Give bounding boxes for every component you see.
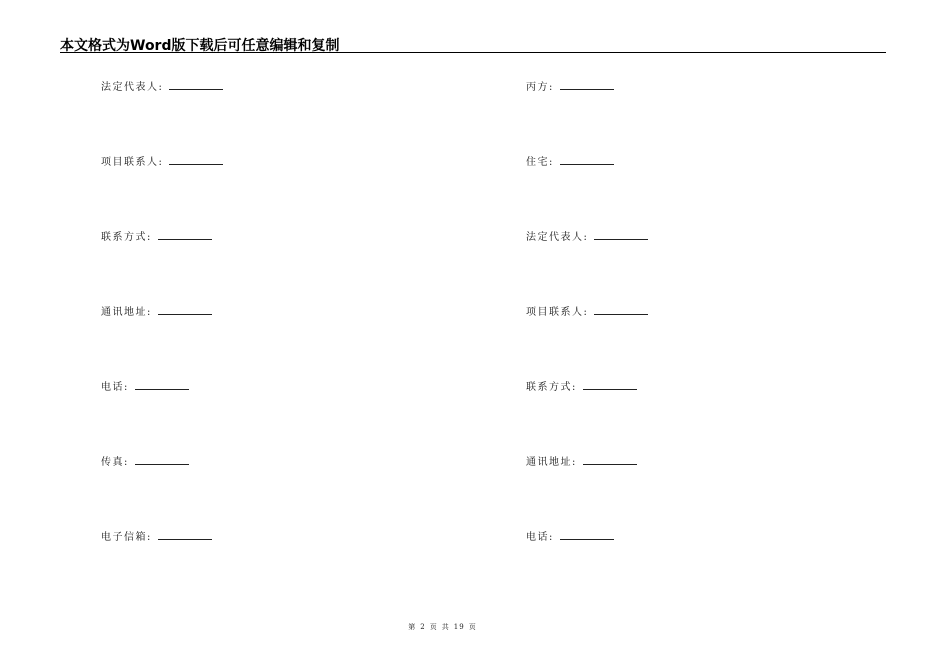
field-phone-left: [101, 380, 189, 394]
footer-total-word: 共: [441, 623, 450, 631]
field-label: 住宅:: [526, 157, 554, 168]
field-phone-right: [526, 530, 614, 544]
field-project-contact-right: [526, 305, 648, 319]
field-label: 项目联系人:: [526, 307, 589, 318]
fill-in-blank[interactable]: [158, 230, 212, 240]
field-legal-representative-left: [101, 80, 223, 94]
fill-in-blank[interactable]: [594, 305, 648, 315]
fill-in-blank[interactable]: [169, 155, 223, 165]
field-label: 通讯地址:: [526, 457, 577, 468]
header-title: 本文格式为Word版下载后可任意编辑和复制: [60, 38, 340, 54]
fill-in-blank[interactable]: [169, 80, 223, 90]
field-label: 电话:: [101, 382, 129, 393]
header-divider: [60, 52, 886, 53]
field-label: 传真:: [101, 457, 129, 468]
field-residence-right: [526, 155, 614, 169]
footer-page-word: 页: [429, 623, 438, 631]
footer-total-pages: 19: [453, 623, 465, 631]
field-contact-method-right: [526, 380, 637, 394]
field-label: 电话:: [526, 532, 554, 543]
field-label: 通讯地址:: [101, 307, 152, 318]
field-label: 联系方式:: [101, 232, 152, 243]
fill-in-blank[interactable]: [560, 80, 614, 90]
field-project-contact-left: [101, 155, 223, 169]
fill-in-blank[interactable]: [583, 455, 637, 465]
fill-in-blank[interactable]: [560, 155, 614, 165]
footer-prefix: 第: [408, 623, 417, 631]
fill-in-blank[interactable]: [583, 380, 637, 390]
footer-current-page: 2: [420, 623, 426, 631]
page-footer: [0, 622, 885, 632]
field-label: 法定代表人:: [101, 82, 164, 93]
fill-in-blank[interactable]: [135, 455, 189, 465]
field-contact-method-left: [101, 230, 212, 244]
field-label: 丙方:: [526, 82, 554, 93]
field-legal-representative-right: [526, 230, 648, 244]
field-mailing-address-left: [101, 305, 212, 319]
field-label: 法定代表人:: [526, 232, 589, 243]
fill-in-blank[interactable]: [158, 305, 212, 315]
footer-suffix: 页: [468, 623, 477, 631]
fill-in-blank[interactable]: [560, 530, 614, 540]
field-label: 联系方式:: [526, 382, 577, 393]
field-label: 项目联系人:: [101, 157, 164, 168]
field-party-c-right: [526, 80, 614, 94]
fill-in-blank[interactable]: [594, 230, 648, 240]
field-email-left: [101, 530, 212, 544]
field-fax-left: [101, 455, 189, 469]
fill-in-blank[interactable]: [135, 380, 189, 390]
field-mailing-address-right: [526, 455, 637, 469]
field-label: 电子信箱:: [101, 532, 152, 543]
fill-in-blank[interactable]: [158, 530, 212, 540]
